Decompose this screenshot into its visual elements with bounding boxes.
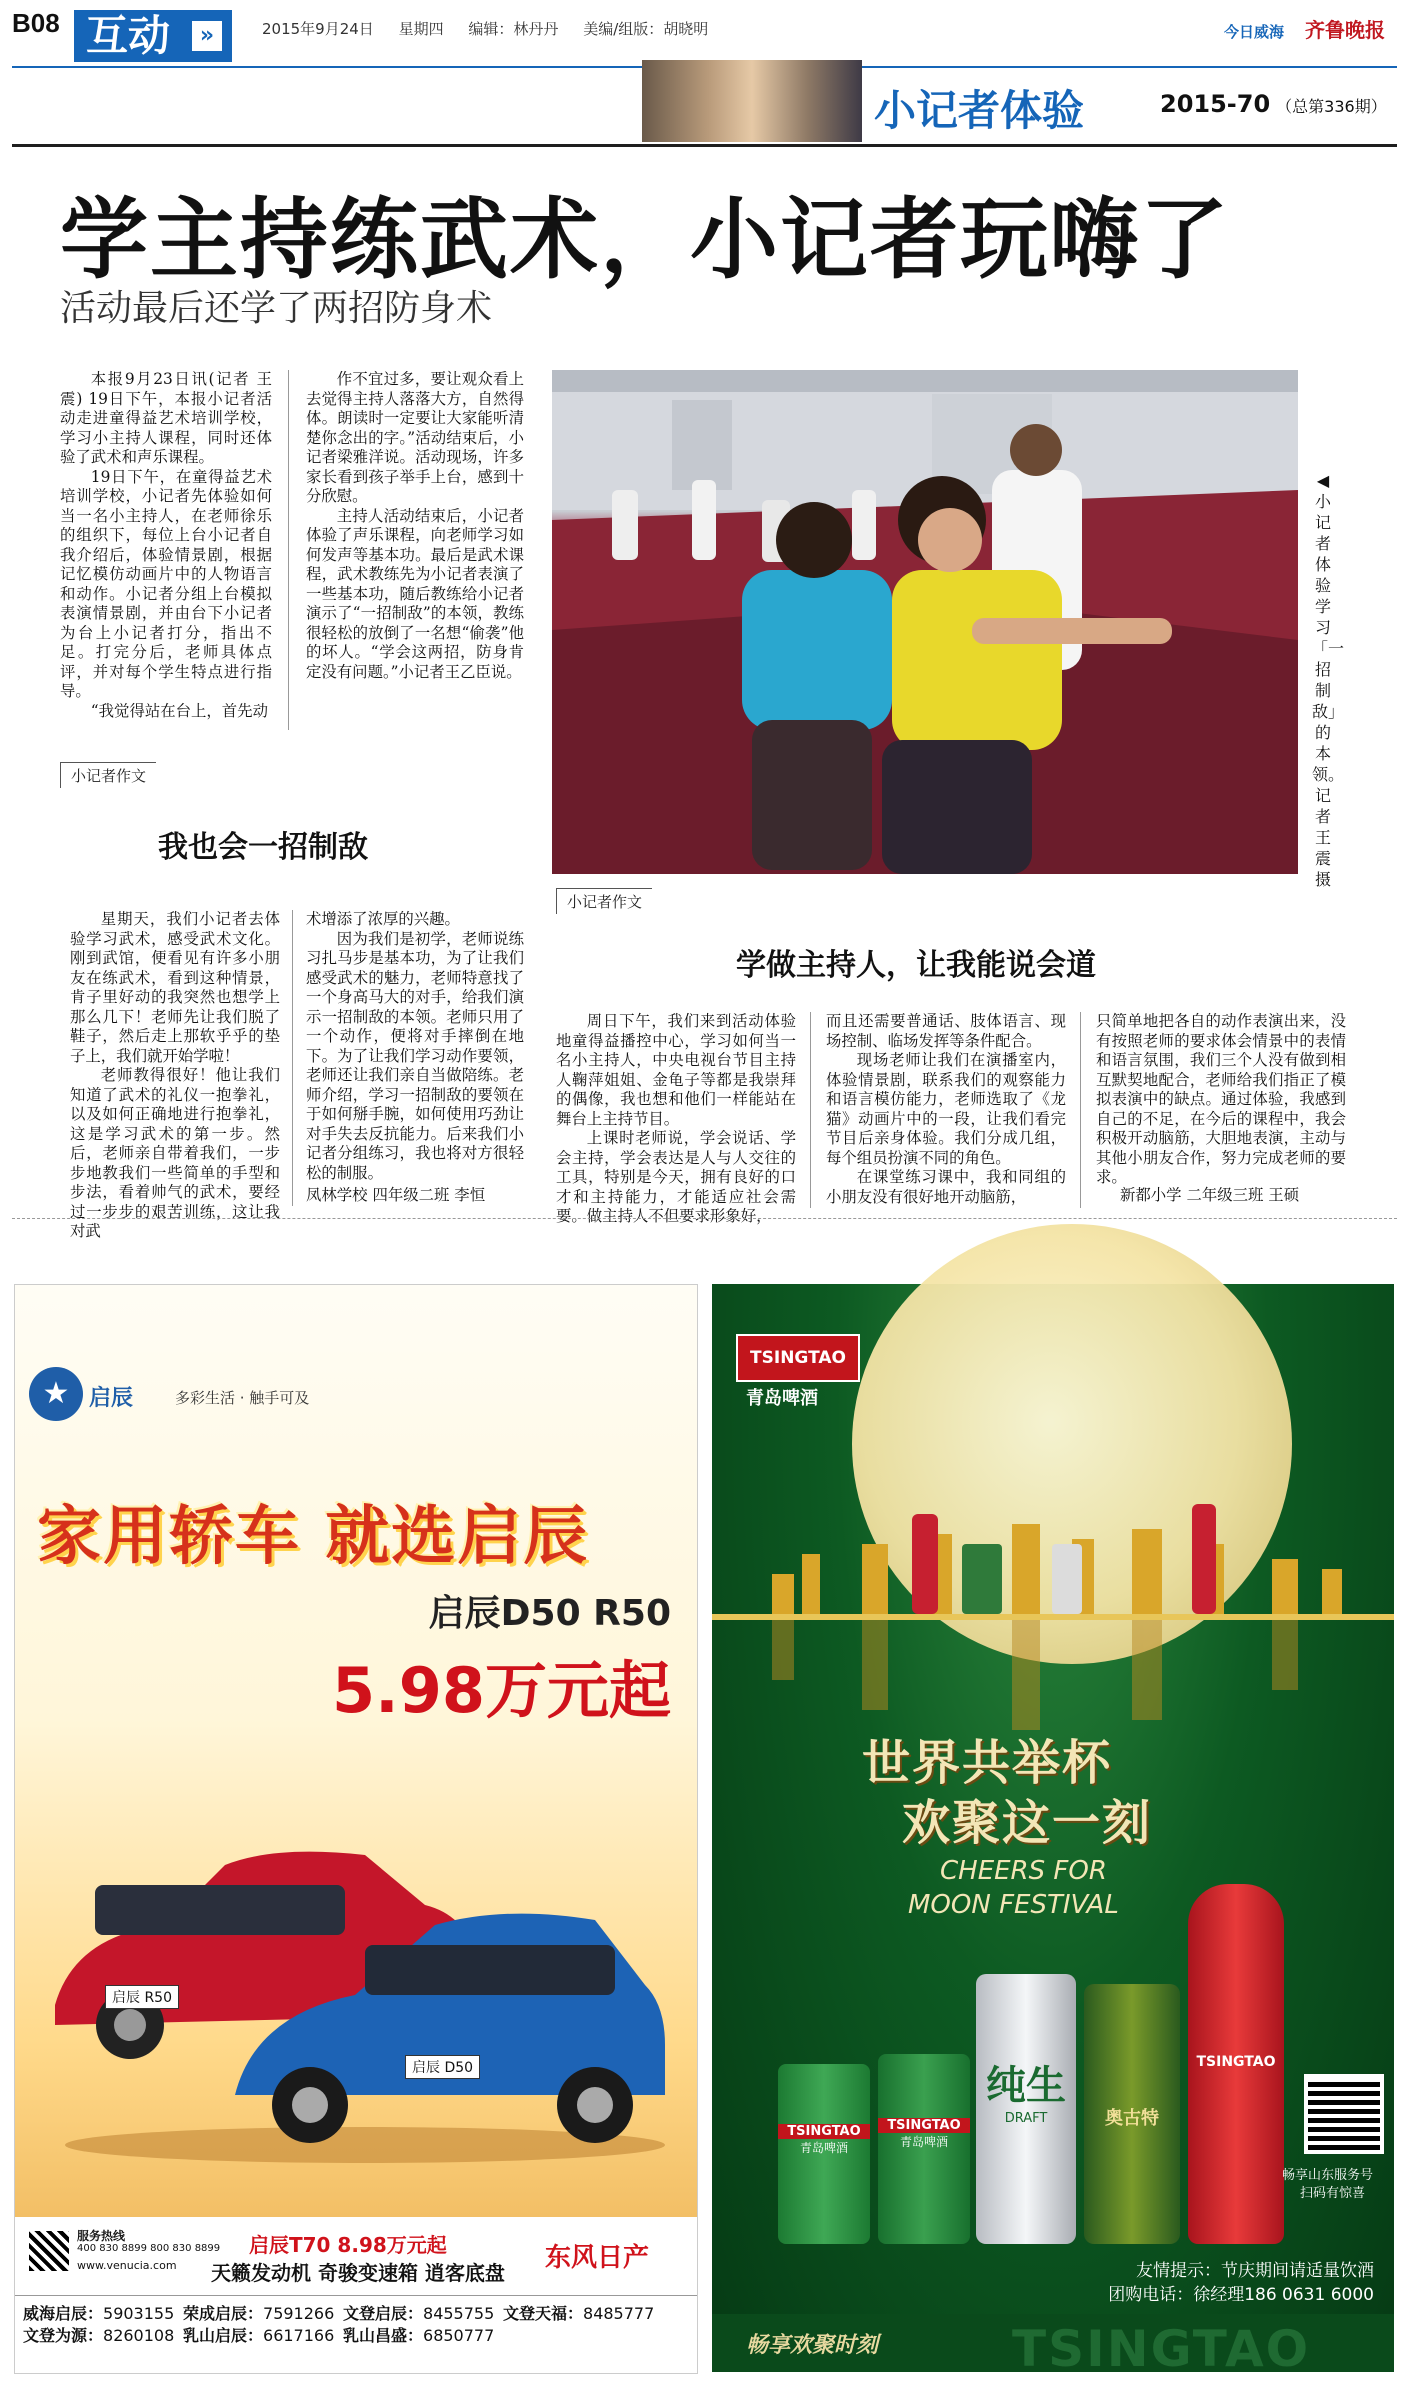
bottle-label: TSINGTAO <box>1196 2054 1276 2070</box>
section-label <box>74 10 232 62</box>
subheadline: 活动最后还学了两招防身术 <box>60 288 493 329</box>
designer: 美编/组版：胡晓明 <box>583 20 709 38</box>
dealer-item <box>343 2303 503 2325</box>
dealer-list <box>23 2303 693 2347</box>
hotline: 400 830 8899 800 830 8899 <box>77 2243 221 2254</box>
badge-d50: 启辰 D50 <box>405 2055 480 2079</box>
header-photo <box>642 60 862 142</box>
can-draft <box>976 1974 1076 2244</box>
dealer-phone: 8455755 <box>423 2304 495 2323</box>
dealer-item <box>343 2325 503 2347</box>
photo-caption: ◀小记者体验学习「一招制敌」的本领。 记者 王震 摄 <box>1312 471 1345 889</box>
dealer-name: 文登为源： <box>23 2326 104 2345</box>
ad-separator <box>12 1218 1397 1220</box>
can-label: TSINGTAO <box>878 2118 970 2133</box>
essay1-author: 凤林学校 四年级二班 李恒 <box>306 1186 486 1204</box>
can-classic <box>778 2064 870 2244</box>
dealer-name: 乳山启辰： <box>183 2326 264 2345</box>
can-classic-2 <box>878 2054 970 2244</box>
dealer-name: 荣成启辰： <box>183 2304 264 2323</box>
dealer-phone: 8485777 <box>583 2304 655 2323</box>
ad-slogan: 家用轿车 就选启辰 <box>37 1500 590 1574</box>
headline: 学主持练武术，小记者玩嗨了 <box>60 188 1231 291</box>
venucia-ad[interactable] <box>14 1284 698 2374</box>
paragraph: 主持人活动结束后，小记者体验了声乐课程，向老师学习如何发声等基本功。最后是武术课程，武术教练先为小记者表演了一些基本功，随后教练给小记者演示了“一招制敌”的本领，教练很轻松的放倒了一名想“偷袭”他的坏人。“学会这两招，防身肯定没有问题。”小记者王乙臣说。 <box>306 506 524 681</box>
article-col-2 <box>306 370 524 730</box>
essay2-col-1 <box>556 1012 796 1225</box>
group-contact: 团购电话：徐经理186 0631 6000 <box>1108 2285 1374 2305</box>
issue-number <box>1160 90 1387 118</box>
qr-code-icon <box>29 2231 69 2271</box>
qr-code-icon[interactable] <box>1304 2074 1384 2154</box>
dealer-phone: 6850777 <box>423 2326 495 2345</box>
essay1-col-1 <box>70 910 280 1240</box>
dealer-phone: 7591266 <box>263 2304 335 2323</box>
column-divider <box>810 1012 811 1208</box>
tsingtao-ad[interactable] <box>712 1284 1394 2378</box>
can-sub: DRAFT <box>1004 2111 1048 2126</box>
dealer-item <box>23 2303 183 2325</box>
dealer-item <box>503 2303 663 2325</box>
dealer-name: 威海启辰： <box>23 2304 104 2323</box>
maker: 东风日产 <box>545 2243 650 2273</box>
essay2-col-2 <box>826 1012 1066 1208</box>
sub-brand: 今日威海 <box>1224 23 1285 41</box>
dealer-name: 文登天福： <box>503 2304 584 2323</box>
dealer-phone: 5903155 <box>103 2304 175 2323</box>
paragraph: 作不宜过多，要让观众看上去觉得主持人落落大方，自然得体。朗读时一定要让大家能听清楚你念出的字。”活动结束后，小记者梁雅洋说。活动现场，许多家长看到孩子举手上台，感到十分欣慰。 <box>306 370 524 505</box>
essay-title: 我也会一招制敌 <box>158 830 368 865</box>
column-title: 小记者体验 <box>874 86 1085 135</box>
divider <box>15 2295 697 2296</box>
ad-tagline: 多彩生活 · 触手可及 <box>175 1389 310 1407</box>
bottle-red <box>1188 1884 1284 2244</box>
dealer-name: 文登启辰： <box>343 2304 424 2323</box>
paragraph: 星期天，我们小记者去体验学习武术，感受武术文化。刚到武馆，便看见有许多小朋友在练武术，看到这种情景，肯子里好动的我突然也想学上那么几下！老师先让我们脱了鞋子，然后走上那软乎乎的垫子上，我们就开始学啦！ <box>70 910 280 1065</box>
can-label: 纯生 <box>986 2063 1066 2109</box>
drink-tip: 友情提示：节庆期间请适量饮酒 <box>1136 2261 1374 2281</box>
ad-price: 5.98万元起 <box>332 1654 671 1727</box>
brand-cn: 青岛啤酒 <box>746 1388 818 1409</box>
section-name: 互动 <box>86 11 171 60</box>
chevron-right-icon: » <box>192 21 222 51</box>
qr-text-2: 扫码有惊喜 <box>1300 2186 1366 2201</box>
essay2-col-3 <box>1096 1012 1346 1186</box>
header-info <box>262 18 728 39</box>
english-1: CHEERS FOR <box>940 1856 1107 1886</box>
ad-model: 启辰D50 R50 <box>428 1593 671 1634</box>
article-col-1 <box>60 370 272 730</box>
header-rule-bold <box>12 144 1397 147</box>
slogan-1: 世界共举杯 <box>862 1735 1113 1791</box>
column-divider <box>288 370 289 730</box>
essay1-col-2 <box>306 910 524 1186</box>
page-number: B08 <box>12 8 60 38</box>
paragraph: 老师教得很好！他让我们知道了武术的礼仪一抱拳礼，以及如何正确地进行抱拳礼，这是学习武术的第一步。然后，老师亲自带着我们，一步步地教我们一些简单的手型和步法，看着帅气的武术，要经过一步步的艰苦训练，这让我对武 <box>70 1066 280 1240</box>
essay-label: 小记者作文 <box>60 762 156 788</box>
ad-brand: 启辰 <box>89 1386 134 1411</box>
dealer-item <box>183 2325 343 2347</box>
slogan-2: 欢聚这一刻 <box>902 1795 1153 1851</box>
tsingtao-logo: TSINGTAO <box>736 1334 860 1382</box>
photo-illustration <box>552 370 1298 874</box>
main-photo <box>552 370 1298 874</box>
can-augerta <box>1084 1984 1180 2244</box>
paragraph: 现场老师让我们在演播室内，体验情景剧，联系我们的观察能力和语言模仿能力，老师选取了《龙猫》动画片中的一段，让我们看完节目后亲身体验。我们分成几组，每个组员扮演不同的角色。 <box>826 1051 1066 1167</box>
can-sub: 青岛啤酒 <box>799 2141 848 2155</box>
hotline-label: 服务热线 <box>77 2229 126 2243</box>
essay-label: 小记者作文 <box>556 888 652 914</box>
essay2-author: 新都小学 二年级三班 王硕 <box>1120 1186 1300 1204</box>
features: 天籁发动机 奇骏变速箱 逍客底盘 <box>211 2261 505 2285</box>
dealer-item <box>23 2325 183 2347</box>
paragraph: 本报9月23日讯(记者 王震) 19日下午，本报小记者活动走进童得益艺术培训学校，学习小主持人课程，同时还体验了武术和声乐课程。 <box>60 370 272 466</box>
dealer-phone: 8260108 <box>103 2326 175 2345</box>
english-2: MOON FESTIVAL <box>908 1890 1119 1920</box>
paragraph: 19日下午，在童得益艺术培训学校，小记者先体验如何当一名小主持人，在老师徐乐的组织下，每位上台小记者自我介绍后，体验情景剧，根据记忆模仿动画片中的人物语言和动作。小记者分组上台模拟表演情景剧，并由台下小记者为台上小记者打分，指出不足。打完分后，老师具体点评，并对每个学生特点进行指导。 <box>60 467 272 700</box>
issue-code: 2015-70 <box>1160 90 1271 118</box>
weekday: 星期四 <box>398 20 444 38</box>
issue-date: 2015年9月24日 <box>262 20 374 38</box>
badge-r50: 启辰 R50 <box>105 1985 179 2009</box>
dealer-item <box>183 2303 343 2325</box>
paragraph: “我觉得站在台上，首先动 <box>90 701 268 720</box>
paper-name: 齐鲁晚报 <box>1305 18 1385 42</box>
t70-price: 启辰T70 8.98万元起 <box>249 2233 447 2257</box>
qr-text-1: 畅享山东服务号 <box>1282 2168 1374 2183</box>
can-label: 奥古特 <box>1105 2108 1159 2129</box>
paragraph: 术增添了浓厚的兴趣。 <box>306 910 460 928</box>
watermark: TSINGTAO <box>1012 2320 1311 2378</box>
bottom-slogan: 畅享欢聚时刻 <box>746 2333 879 2358</box>
column-divider <box>292 910 293 1206</box>
paragraph: 因为我们是初学，老师说练习扎马步是基本功，为了让我们感受武术的魅力，老师特意找了一个身高马大的对手，给我们演示一招制敌的本领。老师只用了一个动作，便将对手摔倒在地下。为了让我们学习动作要领，老师还让我们亲自当做陪练。老师介绍，学习一招制敌的要领在于如何掰手腕，如何使用巧劲让对手失去反抗能力。后来我们小记者分组练习，我也将对方很轻松的制服。 <box>306 929 524 1182</box>
column-divider <box>1080 1012 1081 1208</box>
paragraph: 只简单地把各自的动作表演出来，没有按照老师的要求体会情景中的表情和语言氛围，我们三个人没有做到相互默契地配合，老师给我们指正了模拟表演中的缺点。通过体验，我感到自己的不足，在今后的课程中，我会积极开动脑筋，大胆地表演，主动与其他小朋友合作，努力完成老师的要求。 <box>1096 1012 1346 1186</box>
dealer-phone: 6617166 <box>263 2326 335 2345</box>
cars-illustration <box>35 1745 675 2165</box>
website: www.venucia.com <box>77 2259 177 2272</box>
star-icon: ★ <box>29 1367 83 1421</box>
can-label: TSINGTAO <box>778 2124 870 2139</box>
issue-total: （总第336期） <box>1276 97 1387 116</box>
paragraph: 周日下午，我们来到活动体验地童得益播控中心，学习如何当一名小主持人，中央电视台节目主持人鞠萍姐姐、金龟子等都是我崇拜的偶像，我也想和他们一样能站在舞台上主持节目。 <box>556 1012 796 1128</box>
editor: 编辑：林丹丹 <box>468 20 559 38</box>
dealer-name: 乳山昌盛： <box>343 2326 424 2345</box>
paragraph: 上课时老师说，学会说话、学会主持，学会表达是人与人交往的工具，特别是今天，拥有良好的口才和主持能力，才能适应社会需要。做主持人不但要求形象好， <box>556 1129 796 1225</box>
essay-title: 学做主持人，让我能说会道 <box>736 948 1096 983</box>
masthead <box>1224 14 1385 43</box>
can-sub: 青岛啤酒 <box>899 2135 948 2149</box>
paragraph: 在课堂练习课中，我和同组的小朋友没有很好地开动脑筋， <box>826 1168 1066 1206</box>
paragraph: 而且还需要普通话、肢体语言、现场控制、临场发挥等条件配合。 <box>826 1012 1066 1050</box>
